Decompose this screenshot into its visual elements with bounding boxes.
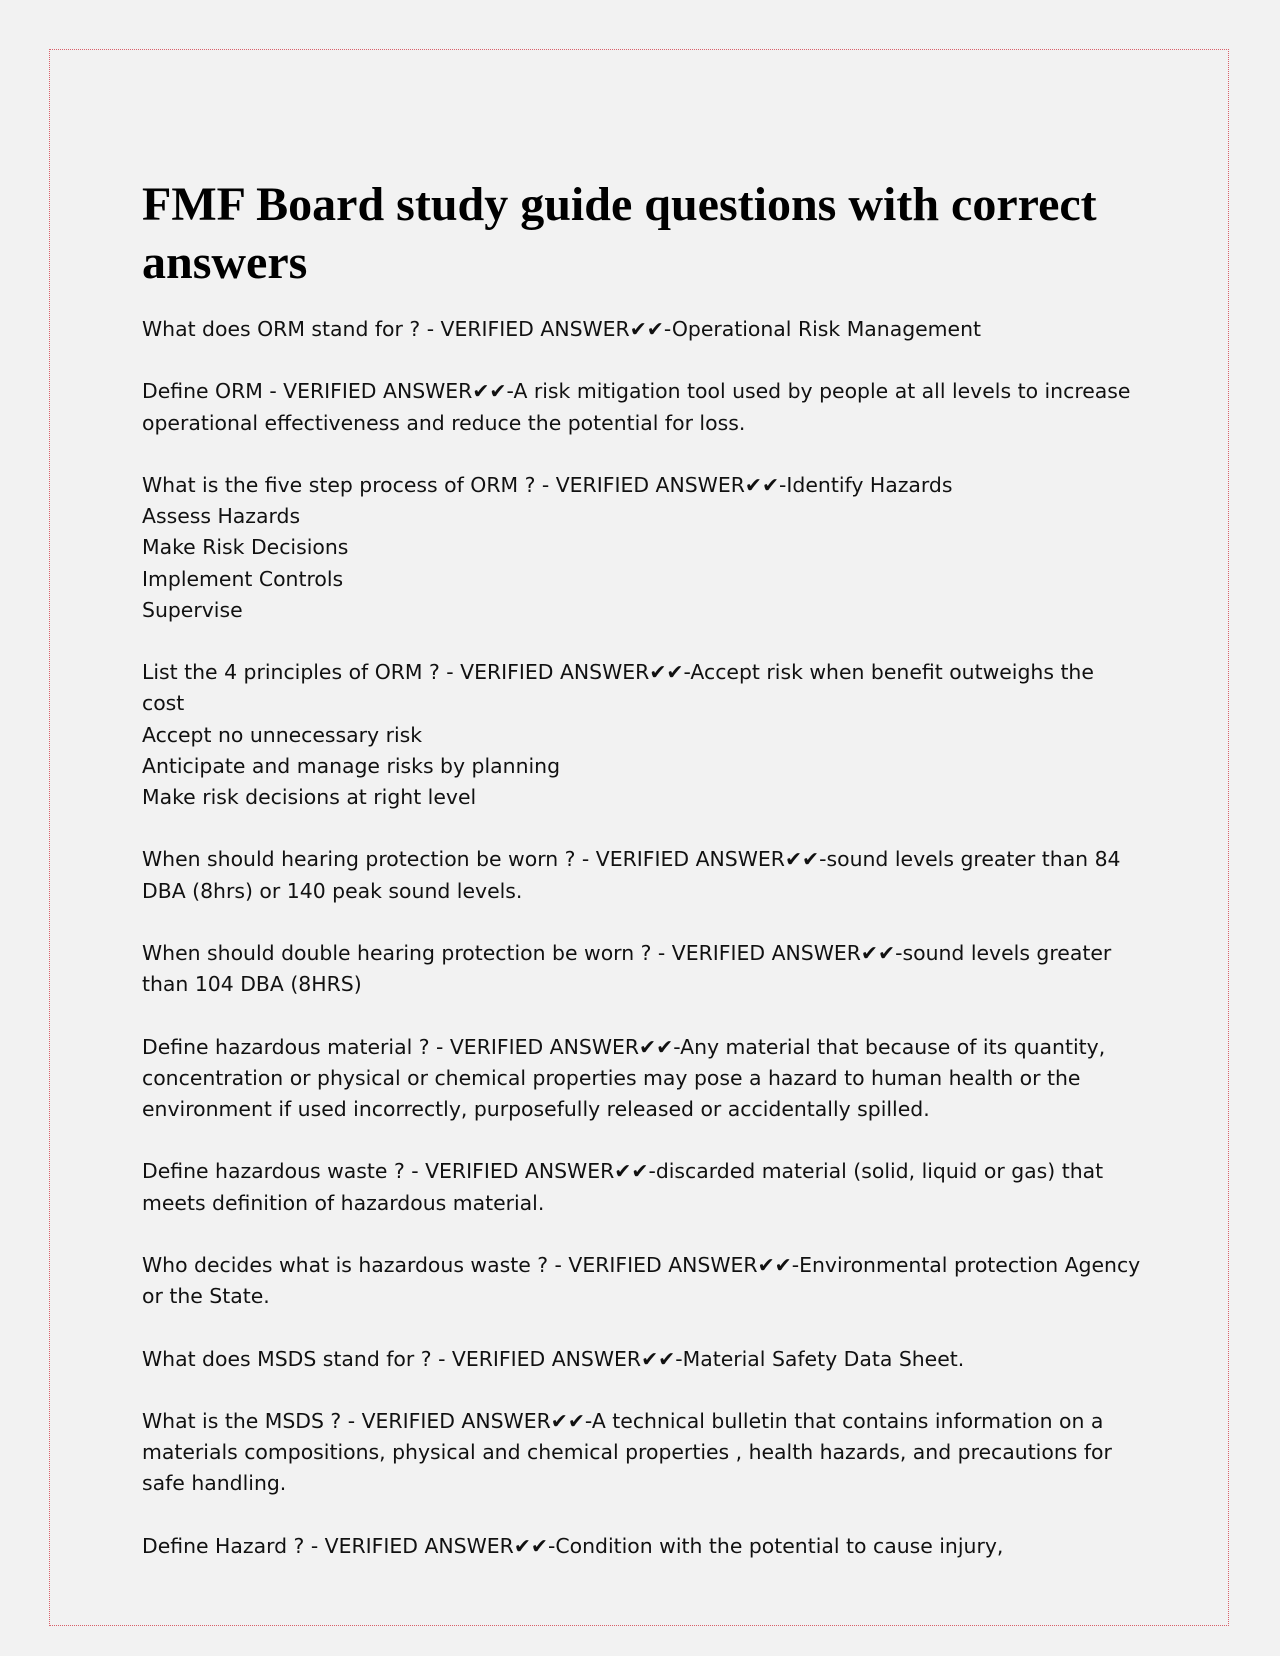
qa-item (142, 1032, 1142, 1126)
answer-text: Condition with the potential to cause injury, (555, 1533, 1004, 1558)
answer-text: sound levels greater than 104 DBA (8HRS) (142, 940, 1112, 997)
question-text: When should double hearing protection be worn ? - VERIFIED ANSWER✔✔- (142, 940, 903, 965)
document-title: FMF Board study guide questions with correct answers (142, 178, 1097, 289)
answer-text: Any material that because of its quantity, concentration or physical or chemical properties may pose a hazard to human health or the environment if used incorrectly, purposefully released or accidentally spilled. (142, 1034, 1106, 1121)
question-text: What is the five step process of ORM ? - VERIFIED ANSWER✔✔- (142, 472, 787, 497)
qa-item (142, 1156, 1142, 1218)
answer-line: Assess Hazards (142, 504, 301, 529)
answer-line: Make risk decisions at right level (142, 785, 477, 809)
question-text: List the 4 principles of ORM ? - VERIFIED ANSWER✔✔- (142, 660, 691, 685)
qa-item (142, 657, 1142, 813)
answer-text: discarded material (solid, liquid or gas) that meets definition of hazardous material. (142, 1159, 1104, 1215)
answer-text: Operational Risk Management (671, 317, 982, 341)
qa-first-line (142, 470, 1142, 501)
qa-first-line (142, 314, 1142, 345)
question-text: Who decides what is hazardous waste ? - VERIFIED ANSWER✔✔- (142, 1252, 800, 1277)
answer-text: Accept risk when benefit outweighs the cost (142, 660, 1094, 716)
qa-first-line (142, 1531, 1142, 1562)
qa-item (142, 376, 1142, 438)
answer-text: Identify Hazards (786, 472, 953, 497)
question-text: What does ORM stand for ? - VERIFIED ANSWER✔✔- (142, 317, 672, 341)
answer-line: Accept no unnecessary risk (142, 722, 423, 747)
question-text: Define ORM - VERIFIED ANSWER✔✔- (142, 379, 514, 404)
qa-first-line (142, 1156, 1142, 1218)
qa-item (142, 1250, 1142, 1312)
answer-line: Supervise (142, 597, 243, 622)
qa-item (142, 938, 1142, 1000)
question-text: Define Hazard ? - VERIFIED ANSWER✔✔- (142, 1533, 556, 1558)
answer-text: A risk mitigation tool used by people at all levels to increase operational effectiveness and reduce the potential for loss. (142, 379, 1131, 435)
qa-first-line (142, 938, 1142, 1000)
qa-first-line (142, 1406, 1142, 1500)
qa-list (142, 314, 1142, 1562)
answer-line: Make Risk Decisions (142, 535, 349, 560)
qa-item (142, 470, 1142, 626)
answer-text: sound levels greater than 84 DBA (8hrs) or 140 peak sound levels. (142, 847, 1121, 903)
qa-first-line (142, 1344, 1142, 1375)
answer-text: Environmental protection Agency or the State. (142, 1252, 1141, 1309)
question-text: Define hazardous waste ? - VERIFIED ANSWER✔✔- (142, 1159, 656, 1184)
question-text: Define hazardous material ? - VERIFIED ANSWER✔✔- (142, 1034, 681, 1059)
qa-first-line (142, 657, 1142, 719)
page-frame (49, 49, 1229, 1626)
qa-item (142, 1344, 1142, 1375)
qa-first-line (142, 1250, 1142, 1312)
question-text: What is the MSDS ? - VERIFIED ANSWER✔✔- (142, 1408, 592, 1433)
answer-line: Implement Controls (142, 566, 344, 591)
answer-line: Anticipate and manage risks by planning (142, 753, 561, 778)
qa-first-line (142, 844, 1142, 906)
question-text: What does MSDS stand for ? - VERIFIED ANSWER✔✔- (142, 1346, 683, 1371)
qa-first-line (142, 1032, 1142, 1126)
qa-item (142, 1531, 1142, 1562)
qa-item (142, 314, 1142, 345)
qa-item (142, 844, 1142, 906)
qa-first-line (142, 376, 1142, 438)
document-content (142, 176, 1142, 1593)
question-text: When should hearing protection be worn ? - VERIFIED ANSWER✔✔- (142, 847, 827, 872)
qa-item (142, 1406, 1142, 1500)
answer-text: A technical bulletin that contains information on a materials compositions, physical and chemical properties , health hazards, and precautions for safe handling. (142, 1408, 1112, 1496)
answer-text: Material Safety Data Sheet. (682, 1346, 965, 1371)
